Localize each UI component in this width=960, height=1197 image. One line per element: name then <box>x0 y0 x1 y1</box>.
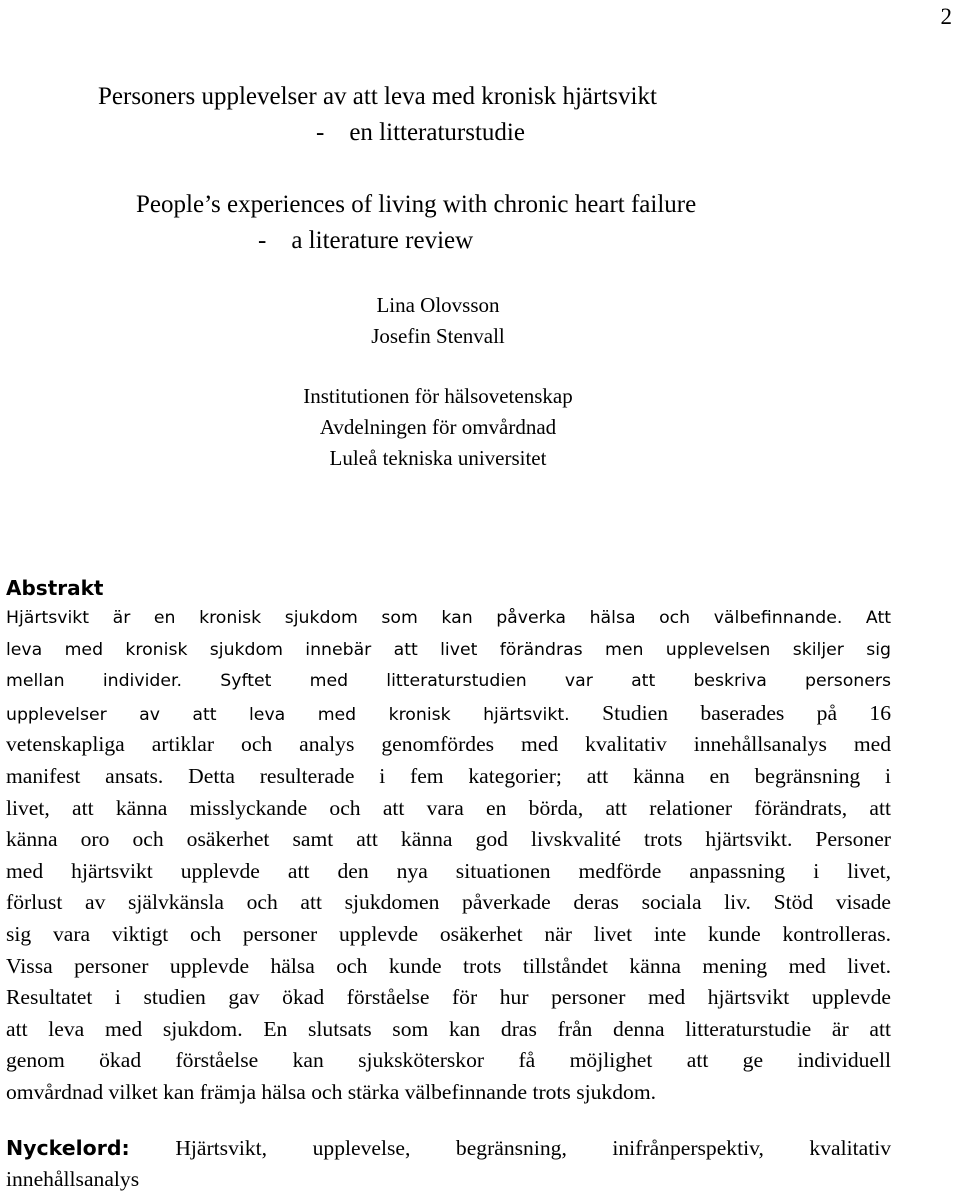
english-subtitle: - a literature review <box>258 227 474 254</box>
affiliation <box>0 381 876 474</box>
abstract-line: genom ökad förståelse kan sjuksköterskor få möjlighet att ge individuell <box>6 1048 891 1073</box>
abstract-line: sig vara viktigt och personer upplevde osäkerhet när livet inte kunde kontrolleras. <box>6 921 891 946</box>
keywords-line: innehållsanalys <box>6 1167 140 1191</box>
affiliation-division: Avdelningen för omvårdnad <box>319 415 557 439</box>
abstract-line: omvårdnad vilket kan främja hälsa och stärka välbefinnande trots sjukdom. <box>6 1079 657 1104</box>
swedish-subtitle: - en litteraturstudie <box>316 119 525 146</box>
abstract-body <box>6 603 891 1109</box>
abstract-line: Vissa personer upplevde hälsa och kunde trots tillståndet känna mening med livet. <box>6 953 891 978</box>
keywords-label: Nyckelord: <box>6 1136 130 1160</box>
abstract-line: att leva med sjukdom. En slutsats som kan dras från denna litteraturstudie är att <box>6 1016 891 1041</box>
abstract-line: vetenskapliga artiklar och analys genomfördes med kvalitativ innehållsanalys med <box>6 732 891 757</box>
abstract-line: upplevelser av att leva med kronisk hjärtsvikt. Studien baserades på 16 <box>6 700 892 725</box>
keywords-line: Nyckelord: Hjärtsvikt, upplevelse, begränsning, inifrånperspektiv, kvalitativ <box>6 1136 891 1160</box>
abstract-line: manifest ansats. Detta resulterade i fem kategorier; att känna en begränsning i <box>6 763 891 788</box>
keywords <box>6 1133 891 1195</box>
authors <box>0 290 876 352</box>
affiliation-university: Luleå tekniska universitet <box>329 446 547 470</box>
abstract-heading: Abstrakt <box>6 576 104 600</box>
abstract-line: leva med kronisk sjukdom innebär att livet förändras men upplevelsen skiljer sig <box>6 639 891 660</box>
english-title: People’s experiences of living with chronic heart failure <box>136 191 697 218</box>
affiliation-department: Institutionen för hälsovetenskap <box>303 384 573 408</box>
abstract-line: förlust av självkänsla och att sjukdomen påverkade deras sociala liv. Stöd visade <box>6 890 891 915</box>
abstract-line: Hjärtsvikt är en kronisk sjukdom som kan påverka hälsa och välbefinnande. Att <box>6 608 891 628</box>
author-name: Josefin Stenvall <box>371 324 505 348</box>
abstract-line: Resultatet i studien gav ökad förståelse för hur personer med hjärtsvikt upplevde <box>6 985 891 1010</box>
swedish-title: Personers upplevelser av att leva med kronisk hjärtsvikt <box>98 83 657 110</box>
abstract-line: mellan individer. Syftet med litteraturstudien var att beskriva personers <box>6 671 891 692</box>
abstract-line: livet, att känna misslyckande och att vara en börda, att relationer förändrats, att <box>6 795 891 820</box>
abstract-line: känna oro och osäkerhet samt att känna god livskvalité trots hjärtsvikt. Personer <box>6 827 891 852</box>
page-number: 2 <box>940 4 952 29</box>
author-name: Lina Olovsson <box>376 293 500 317</box>
abstract-line: med hjärtsvikt upplevde att den nya situationen medförde anpassning i livet, <box>6 858 891 883</box>
